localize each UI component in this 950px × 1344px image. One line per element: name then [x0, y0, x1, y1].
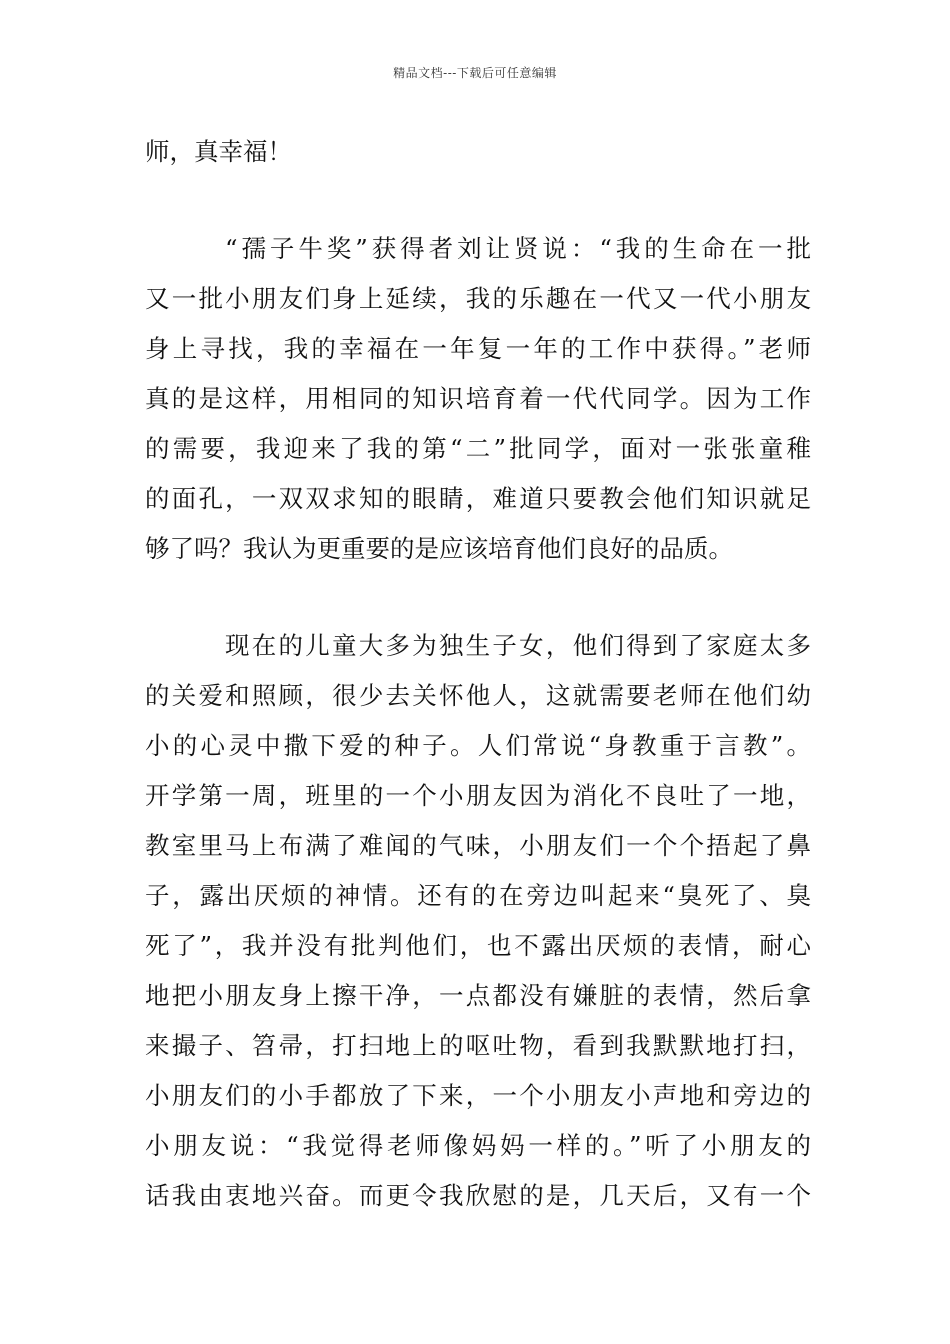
- paragraph-line: 真的是这样，用相同的知识培育着一代代同学。因为工作: [145, 384, 811, 413]
- paragraph-2: [145, 224, 811, 574]
- paragraph-line: 开学第一周，班里的一个小朋友因为消化不良吐了一地，: [145, 781, 811, 810]
- paragraph-line: 的面孔，一双双求知的眼睛，难道只要教会他们知识就足: [145, 484, 811, 513]
- paragraph-line: 的关爱和照顾，很少去关怀他人，这就需要老师在他们幼: [145, 681, 811, 710]
- page-header: 精品文档---下载后可任意编辑: [393, 66, 557, 80]
- paragraph-line: 小的心灵中撒下爱的种子。人们常说“身教重于言教”。: [145, 731, 811, 760]
- paragraph-1: [145, 127, 811, 177]
- paragraph-line: 话我由衷地兴奋。而更令我欣慰的是，几天后，又有一个: [145, 1181, 811, 1210]
- paragraph-line: 死了”，我并没有批判他们，也不露出厌烦的表情，耐心: [145, 931, 811, 960]
- paragraph-line: 的需要，我迎来了我的第“二”批同学，面对一张张童稚: [145, 434, 811, 463]
- paragraph-line: 身上寻找，我的幸福在一年复一年的工作中获得。”老师: [145, 334, 811, 363]
- paragraph-line: 现在的儿童大多为独生子女，他们得到了家庭太多: [225, 631, 811, 660]
- paragraph-line: 小朋友说：“我觉得老师像妈妈一样的。”听了小朋友的: [145, 1131, 811, 1160]
- paragraph-line: 教室里马上布满了难闻的气味，小朋友们一个个捂起了鼻: [145, 831, 811, 860]
- paragraph-line: 子，露出厌烦的神情。还有的在旁边叫起来“臭死了、臭: [145, 881, 811, 910]
- paragraph-line: 又一批小朋友们身上延续，我的乐趣在一代又一代小朋友: [145, 284, 811, 313]
- paragraph-line: 来撮子、笤帚，打扫地上的呕吐物，看到我默默地打扫，: [145, 1031, 811, 1060]
- paragraph-line: 小朋友们的小手都放了下来，一个小朋友小声地和旁边的: [145, 1081, 811, 1110]
- paragraph-line: “孺子牛奖”获得者刘让贤说：“我的生命在一批: [225, 234, 811, 263]
- paragraph-line: 师，真幸福！: [145, 137, 292, 166]
- paragraph-line: 地把小朋友身上擦干净，一点都没有嫌脏的表情，然后拿: [145, 981, 811, 1010]
- paragraph-3: [145, 621, 811, 1221]
- paragraph-line: 够了吗？我认为更重要的是应该培育他们良好的品质。: [145, 534, 733, 563]
